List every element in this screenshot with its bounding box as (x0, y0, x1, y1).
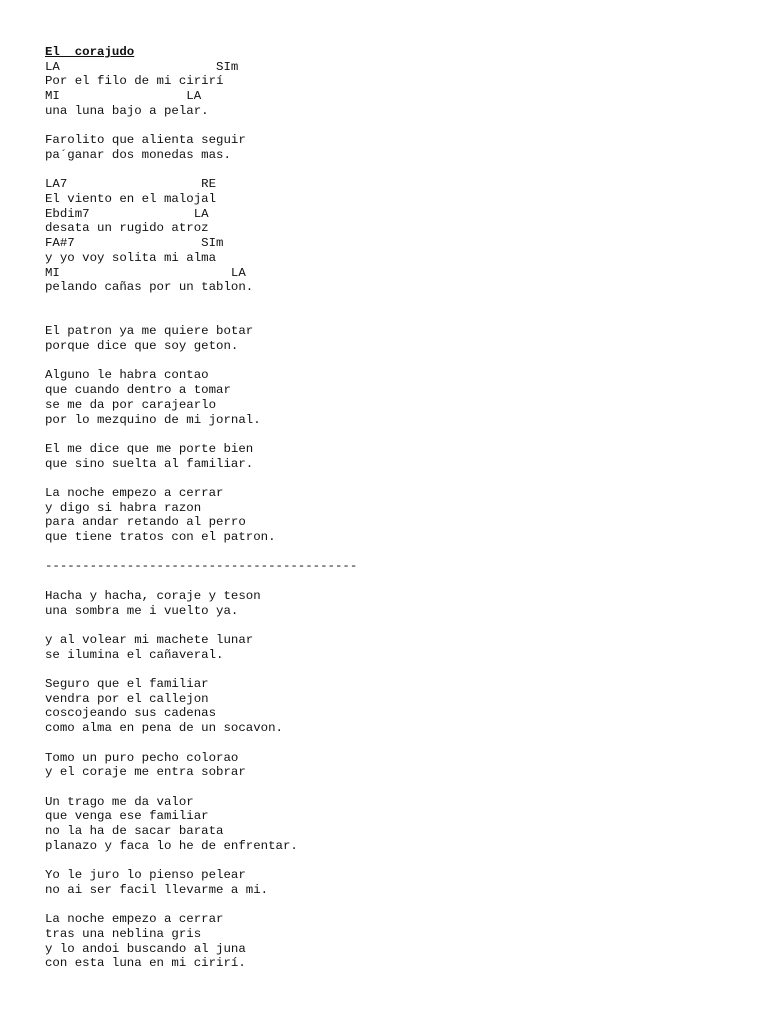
lyric-line: Seguro que el familiar (45, 677, 209, 692)
lyrics-body (45, 60, 745, 971)
chord-line: MI LA (45, 265, 246, 280)
lyric-line: tras una neblina gris (45, 926, 202, 941)
lyric-line: por lo mezquino de mi jornal. (45, 412, 261, 427)
blank-line (45, 618, 745, 633)
lyric-line: planazo y faca lo he de enfrentar. (45, 838, 298, 853)
chord-line: FA#7 SIm (45, 236, 224, 251)
lyric-line: no ai ser facil llevarme a mi. (45, 882, 269, 897)
lyric-line: se ilumina el cañaveral. (45, 647, 224, 662)
blank-line (45, 736, 745, 751)
lyric-line: El patron ya me quiere botar (45, 324, 254, 339)
blank-line (45, 662, 745, 677)
lyric-line: y yo voy solita mi alma (45, 250, 217, 265)
lyric-line: Por el filo de mi cirirí (45, 74, 224, 89)
chord-line: MI LA (45, 89, 202, 104)
lyric-line: se me da por carajearlo (45, 397, 217, 412)
blank-line (45, 119, 745, 134)
chord-line: LA SIm (45, 59, 239, 74)
blank-line (45, 545, 745, 560)
lyric-line: Tomo un puro pecho colorao (45, 750, 239, 765)
lyric-line: pa´ganar dos monedas mas. (45, 147, 231, 162)
lyric-line: Farolito que alienta seguir (45, 133, 246, 148)
blank-line (45, 163, 745, 178)
lyric-line: y el coraje me entra sobrar (45, 765, 246, 780)
lyric-line: que tiene tratos con el patron. (45, 530, 276, 545)
lyric-line: desata un rugido atroz (45, 221, 209, 236)
chord-line: Ebdim7 LA (45, 206, 209, 221)
lyric-line: y al volear mi machete lunar (45, 632, 254, 647)
lyric-line: y digo si habra razon (45, 500, 202, 515)
chord-line: LA7 RE (45, 177, 217, 192)
lyric-line: una sombra me i vuelto ya. (45, 603, 239, 618)
lyrics-document (45, 45, 745, 971)
lyric-line: como alma en pena de un socavon. (45, 721, 283, 736)
lyric-line: una luna bajo a pelar. (45, 103, 209, 118)
blank-line (45, 898, 745, 913)
lyric-line: Yo le juro lo pienso pelear (45, 868, 246, 883)
blank-line (45, 295, 745, 310)
section-divider: ------------------------------------------ (45, 559, 358, 574)
lyric-line: Un trago me da valor (45, 794, 194, 809)
lyric-line: con esta luna en mi cirirí. (45, 956, 246, 971)
lyric-line: que venga ese familiar (45, 809, 209, 824)
blank-line (45, 471, 745, 486)
blank-line (45, 354, 745, 369)
lyric-line: porque dice que soy geton. (45, 339, 239, 353)
lyric-line: para andar retando al perro (45, 515, 246, 530)
lyric-line: La noche empezo a cerrar (45, 912, 224, 927)
blank-line (45, 780, 745, 795)
lyric-line: y lo andoi buscando al juna (45, 941, 246, 956)
blank-line (45, 427, 745, 442)
lyric-line: Hacha y hacha, coraje y teson (45, 588, 261, 603)
lyric-line: Alguno le habra contao (45, 368, 209, 383)
lyric-line: La noche empezo a cerrar (45, 485, 224, 500)
lyric-line: que cuando dentro a tomar (45, 383, 231, 398)
lyric-line: no la ha de sacar barata (45, 824, 224, 839)
blank-line (45, 574, 745, 589)
lyric-line: El viento en el malojal (45, 192, 217, 206)
lyric-line: El me dice que me porte bien (45, 441, 254, 456)
lyric-line: coscojeando sus cadenas (45, 706, 217, 721)
blank-line (45, 310, 745, 325)
song-title: El corajudo (45, 45, 135, 59)
lyric-line: vendra por el callejon (45, 691, 209, 706)
lyric-line: pelando cañas por un tablon. (45, 280, 254, 295)
lyric-line: que sino suelta al familiar. (45, 456, 254, 471)
blank-line (45, 853, 745, 868)
